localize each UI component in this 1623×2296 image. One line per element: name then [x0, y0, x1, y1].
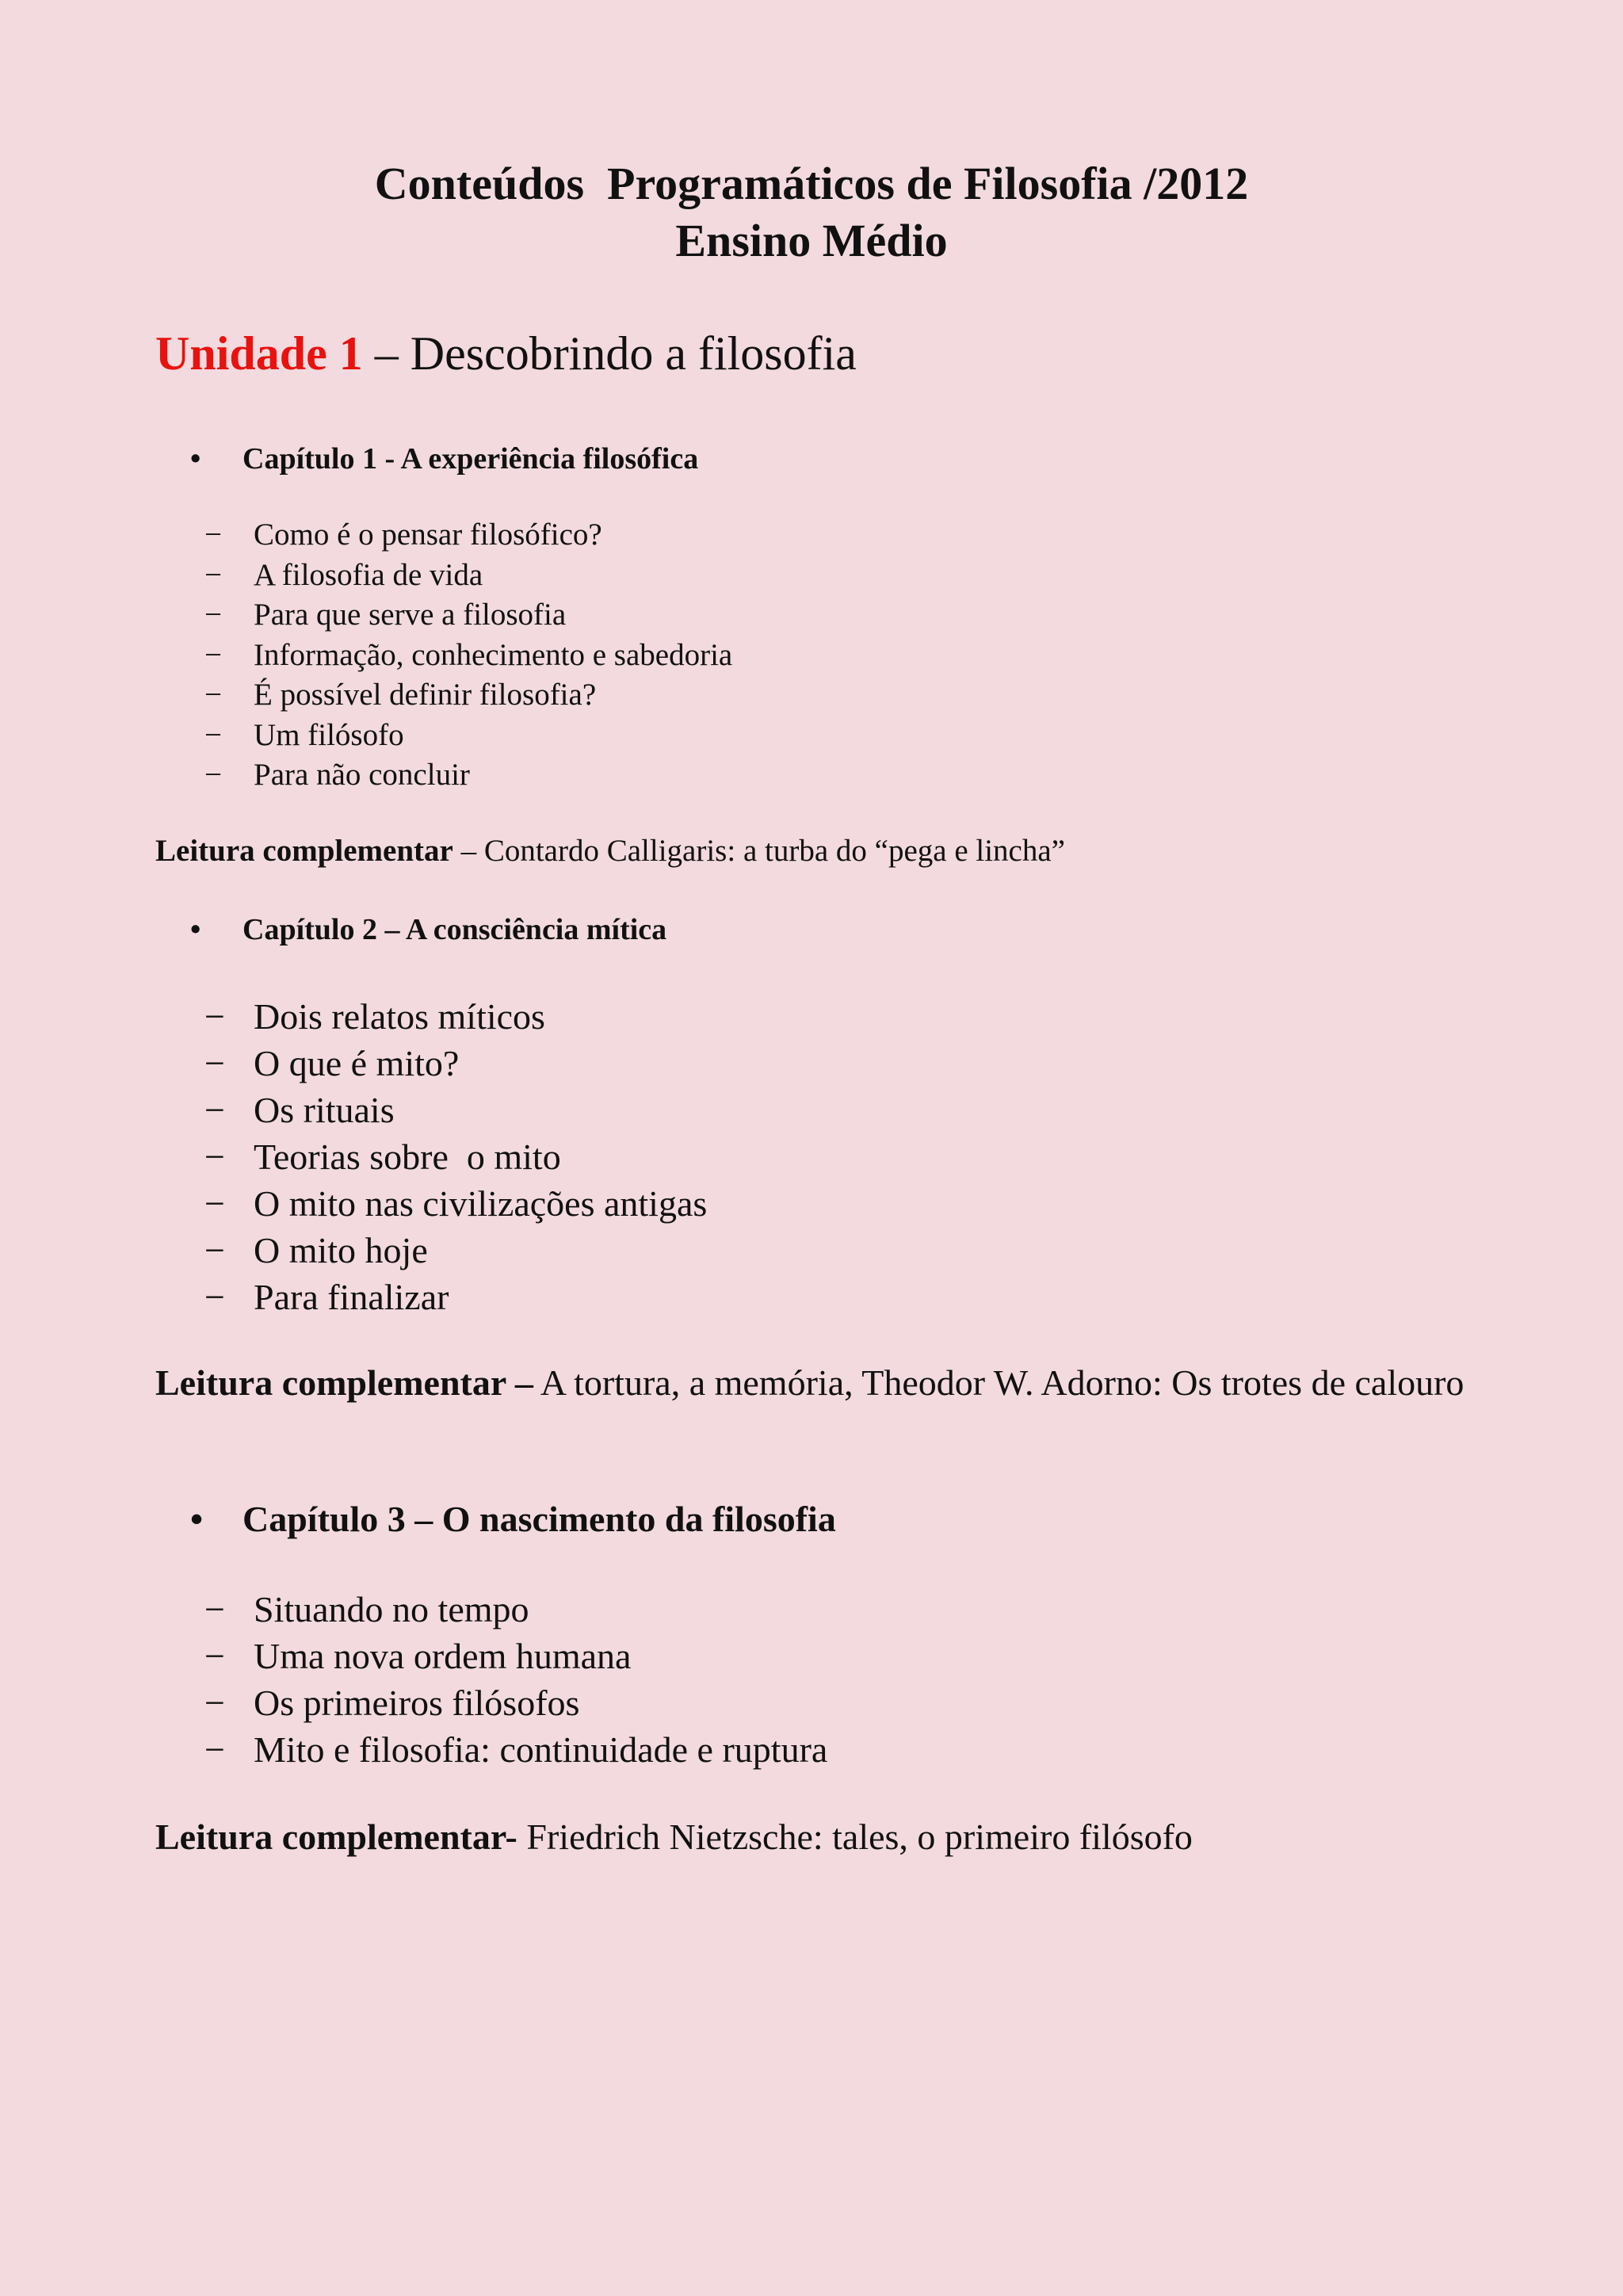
list-item: − Dois relatos míticos: [204, 993, 707, 1040]
chapter-2-reading: [155, 1361, 1471, 1405]
reading-text: A tortura, a memória, Theodor W. Adorno: Os trotes de calouro: [533, 1362, 1465, 1403]
list-item: − Para finalizar: [204, 1274, 707, 1320]
reading-text: – Contardo Calligaris: a turba do “pega e lincha”: [453, 834, 1065, 868]
dash-icon: −: [204, 717, 222, 752]
chapter-3-topics: [204, 1586, 827, 1773]
dash-icon: −: [204, 1043, 225, 1083]
list-item: − Os primeiros filósofos: [204, 1679, 827, 1726]
chapter-3-title: Capítulo 3 – O nascimento da filosofia: [242, 1499, 836, 1539]
dash-icon: −: [204, 1683, 225, 1723]
dash-icon: −: [204, 758, 222, 792]
dash-icon: −: [204, 518, 222, 552]
list-item: − A filosofia de vida: [204, 556, 732, 596]
dash-icon: −: [204, 1729, 225, 1770]
bullet-icon: •: [190, 1499, 204, 1539]
dash-icon: −: [204, 1589, 225, 1629]
chapter-1-heading: [190, 439, 698, 479]
dash-icon: −: [204, 1636, 225, 1676]
chapter-2-title: Capítulo 2 – A consciência mítica: [242, 913, 667, 946]
list-item: − Os rituais: [204, 1087, 707, 1133]
dash-icon: −: [204, 996, 225, 1037]
dash-icon: −: [204, 557, 222, 592]
bullet-icon: •: [190, 442, 201, 476]
chapter-2-topics: [204, 993, 707, 1320]
reading-text: Friedrich Nietzsche: tales, o primeiro filósofo: [517, 1817, 1193, 1857]
dash-icon: −: [204, 1090, 225, 1130]
chapter-1-title: Capítulo 1 - A experiência filosófica: [242, 442, 699, 476]
chapter-1-topics: [204, 515, 732, 796]
list-item: − Uma nova ordem humana: [204, 1633, 827, 1679]
unit-label: Unidade 1: [155, 327, 363, 380]
bullet-icon: •: [190, 913, 201, 946]
list-item: − Como é o pensar filosófico?: [204, 515, 732, 556]
dash-icon: −: [204, 1277, 225, 1317]
page-title: Conteúdos Programáticos de Filosofia /2012: [374, 158, 1249, 209]
unit-name: Descobrindo a filosofia: [410, 327, 857, 380]
dash-icon: −: [204, 1230, 225, 1270]
unit-heading: [155, 322, 857, 385]
list-item: − O mito hoje: [204, 1227, 707, 1274]
reading-label: Leitura complementar-: [155, 1817, 517, 1857]
list-item: − Um filósofo: [204, 716, 732, 756]
list-item: − Teorias sobre o mito: [204, 1133, 707, 1180]
chapter-3-heading: [190, 1496, 836, 1543]
chapter-3-reading: [155, 1815, 1471, 1859]
list-item: − Para não concluir: [204, 755, 732, 796]
dash-icon: −: [204, 598, 222, 632]
dash-icon: −: [204, 1137, 225, 1177]
list-item: − O mito nas civilizações antigas: [204, 1180, 707, 1227]
list-item: − O que é mito?: [204, 1040, 707, 1087]
dash-icon: −: [204, 1183, 225, 1224]
dash-icon: −: [204, 678, 222, 712]
list-item: − Informação, conhecimento e sabedoria: [204, 636, 732, 676]
unit-separator: –: [362, 327, 411, 380]
list-item: − Para que serve a filosofia: [204, 595, 732, 636]
page-subtitle: Ensino Médio: [675, 215, 948, 266]
dash-icon: −: [204, 637, 222, 672]
chapter-2-heading: [190, 910, 666, 949]
list-item: − Mito e filosofia: continuidade e ruptura: [204, 1726, 827, 1773]
reading-label: Leitura complementar: [155, 834, 453, 868]
list-item: − Situando no tempo: [204, 1586, 827, 1633]
chapter-1-reading: [155, 831, 1471, 872]
reading-label: Leitura complementar –: [155, 1362, 533, 1403]
list-item: − É possível definir filosofia?: [204, 675, 732, 716]
